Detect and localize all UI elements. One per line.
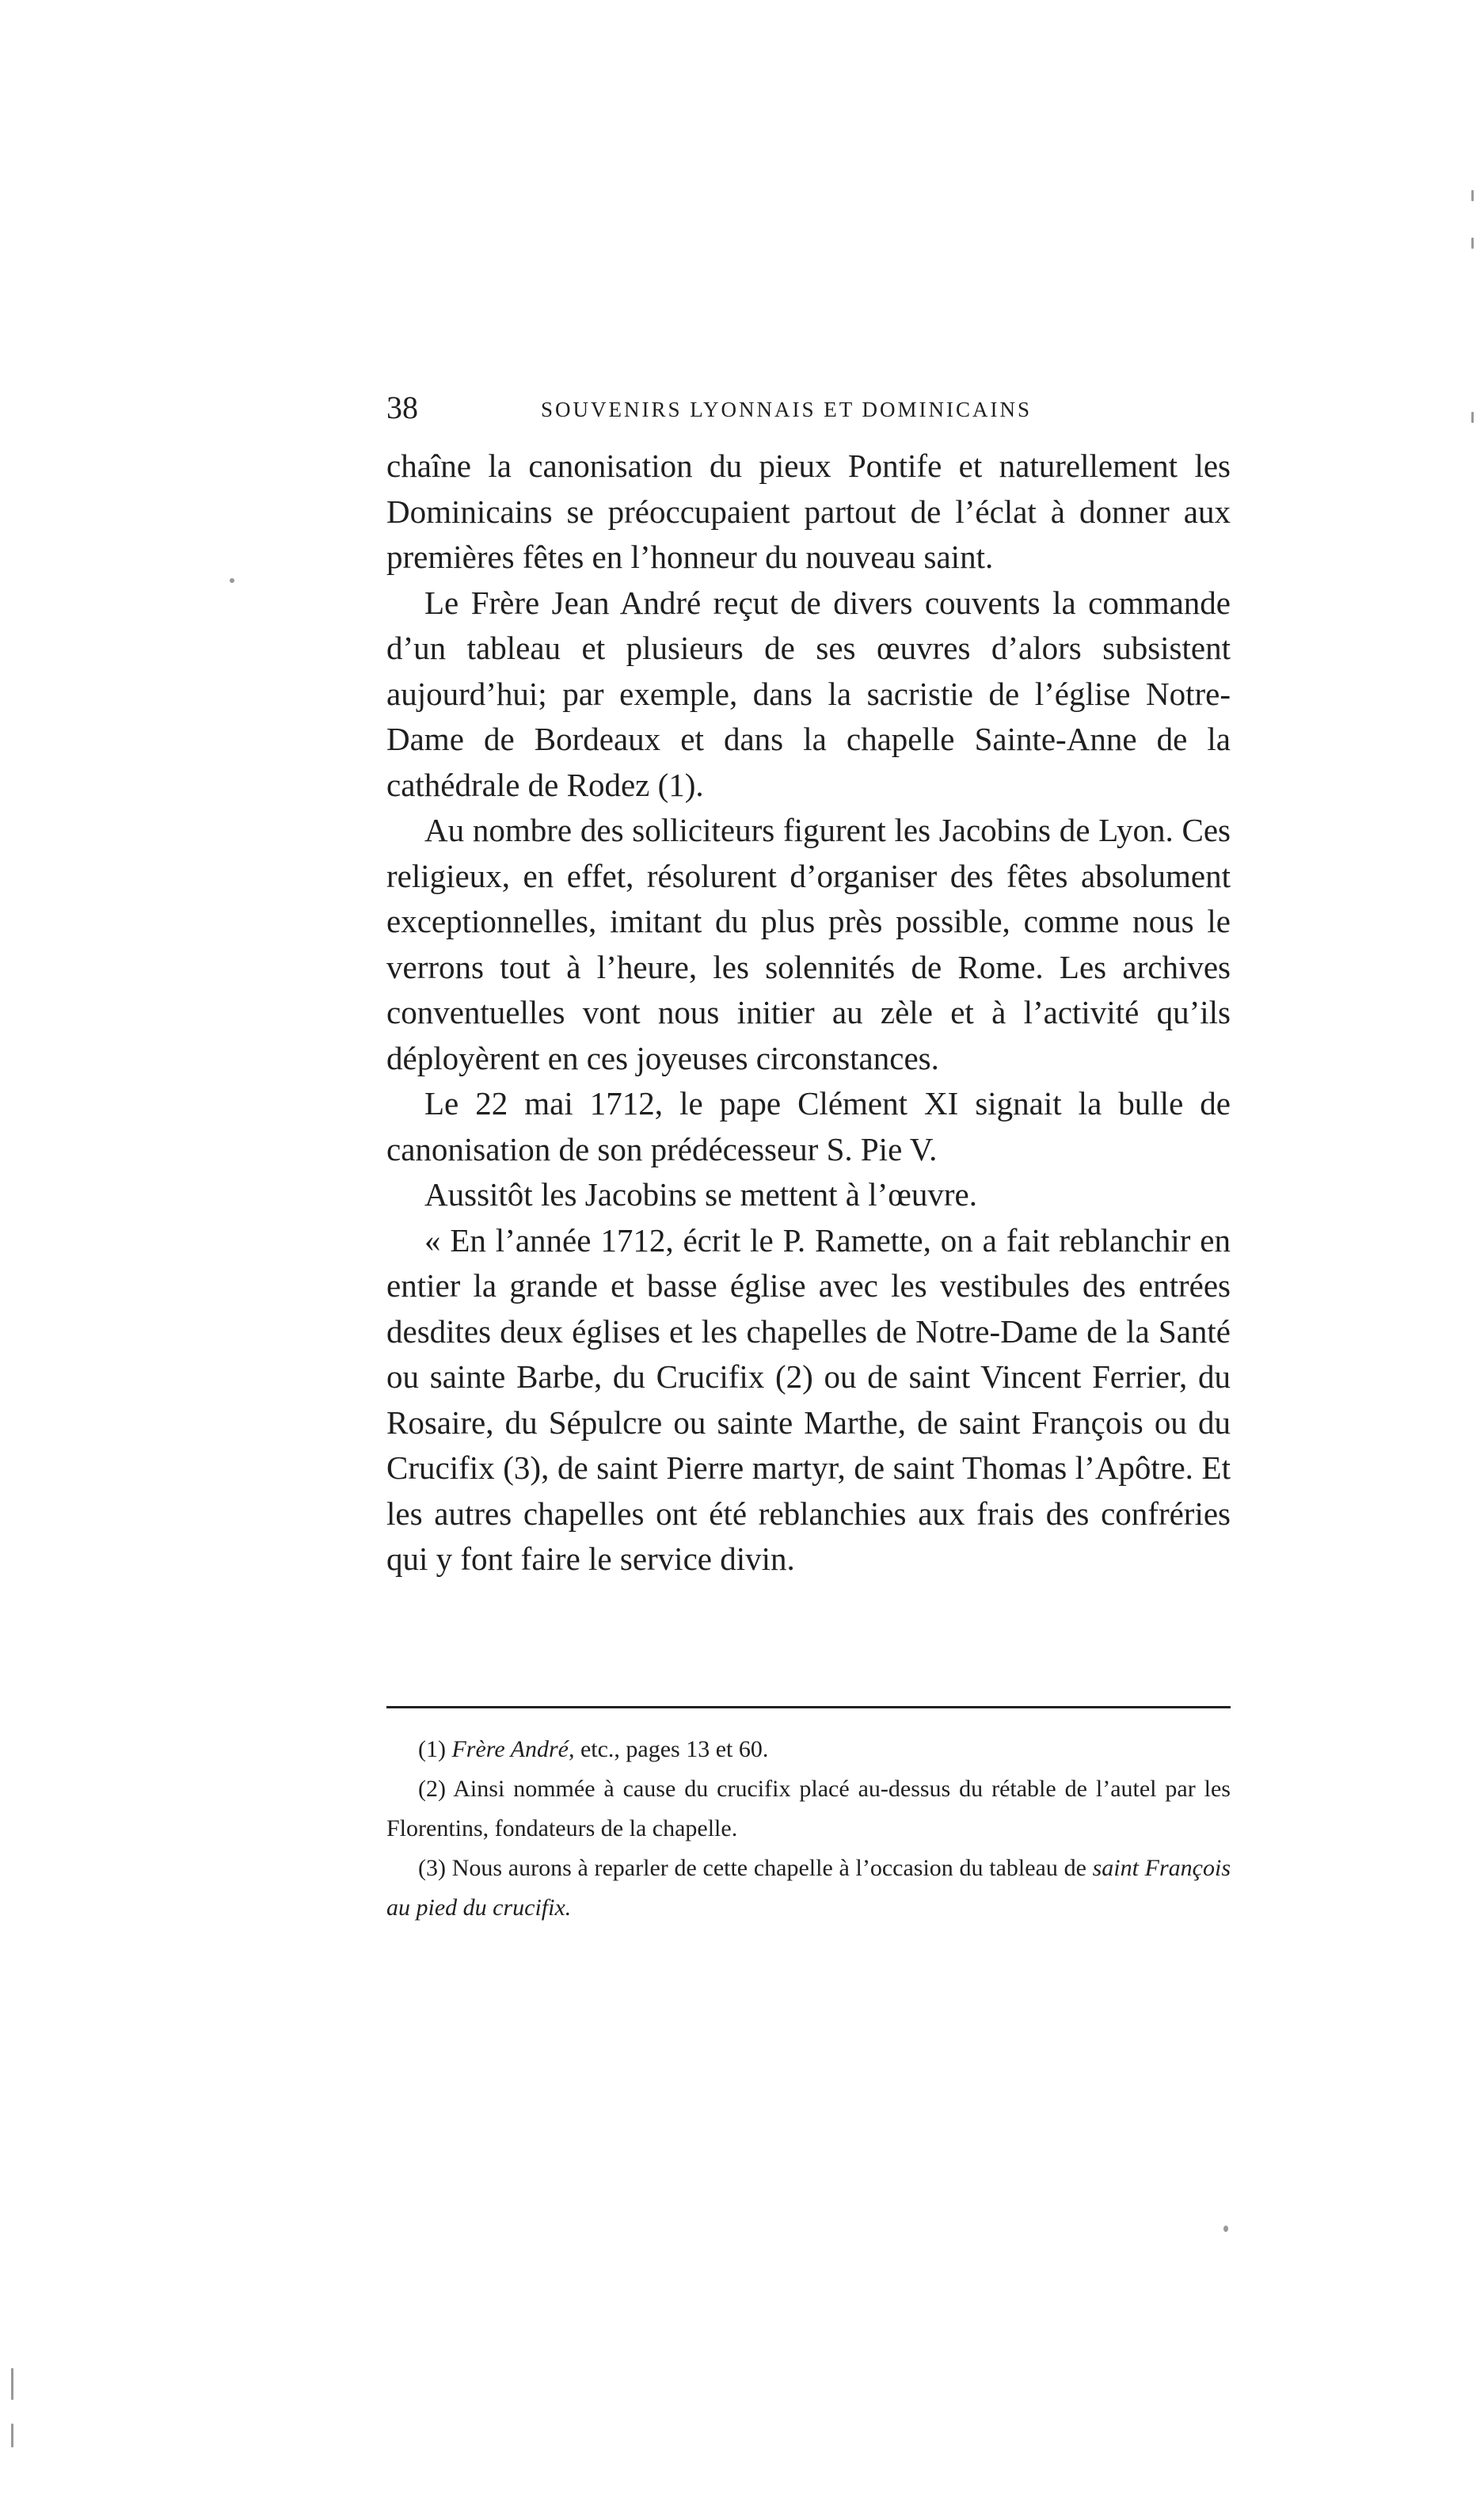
footnote-2-text: Ainsi nommée à cause du crucifix placé au-dessus du rétable de l’autel par les Florentins, fondateurs de la chapelle. <box>386 1776 1231 1841</box>
page-header <box>386 388 1234 428</box>
paragraph-1: chaîne la canonisation du pieux Pontife et naturellement les Dominicains se préoccupaient partout de l’éclat à donner aux premières fêtes en l’honneur du nouveau saint. <box>386 447 1231 575</box>
footnote-3 <box>386 1849 1231 1928</box>
running-title: SOUVENIRS LYONNAIS ET DOMINICAINS <box>541 398 1033 421</box>
scan-speck <box>1223 2226 1228 2232</box>
paragraph-3: Au nombre des solliciteurs figurent les Jacobins de Lyon. Ces religieux, en effet, résolurent d’organiser des fêtes absolument exceptionnelles, imitant du plus près possible, comme nous le verrons tout à l’heure, les solennités de Rome. Les archives conventuelles vont nous initier au zèle et à l’activité qu’ils déployèrent en ces joyeuses circonstances. <box>386 812 1231 1076</box>
page-number: 38 <box>386 390 418 425</box>
footnotes <box>386 1730 1231 1928</box>
footnote-3-italic: saint François au pied du crucifix. <box>386 1855 1231 1921</box>
paragraph-4: Le 22 mai 1712, le pape Clément XI signait la bulle de canonisation de son prédécesseur S. Pie V. <box>386 1085 1231 1167</box>
footnote-2 <box>386 1769 1231 1849</box>
footnote-1-text: etc., pages 13 et 60. <box>580 1736 769 1762</box>
footnote-1 <box>386 1730 1231 1769</box>
scan-speck <box>1471 238 1474 249</box>
paragraph-2: Le Frère Jean André reçut de divers couvents la commande d’un tableau et plusieurs de ses œuvres d’alors subsistent aujourd’hui; par exemple, dans la sacristie de l’église Notre-Dame de Bordeaux et dans la chapelle Sainte-Anne de la cathédrale de Rodez (1). <box>386 584 1231 803</box>
scan-speck <box>1471 190 1474 201</box>
scan-speck <box>230 578 234 583</box>
footnote-divider <box>386 1706 1231 1708</box>
scan-speck <box>11 2424 13 2447</box>
footnote-1-italic: Frère André, <box>451 1736 575 1762</box>
footnote-3-marker: (3) <box>418 1855 446 1881</box>
scan-speck <box>11 2368 13 2400</box>
body-text <box>386 444 1231 1582</box>
paragraph-6: « En l’année 1712, écrit le P. Ramette, on a fait reblanchir en entier la grande et basse église avec les vestibules des entrées desdites deux églises et les chapelles de Notre-Dame de la Santé ou sainte Barbe, du Crucifix (2) ou de saint Vincent Ferrier, du Rosaire, du Sépulcre ou sainte Marthe, de saint François ou du Crucifix (3), de saint Pierre martyr, de saint Thomas l’Apôtre. Et les autres chapelles ont été reblanchies aux frais des confréries qui y font faire le service divin. <box>386 1221 1231 1577</box>
footnote-3-text: Nous aurons à reparler de cette chapelle à l’occasion du tableau de <box>451 1855 1086 1881</box>
scan-speck <box>1471 412 1474 423</box>
footnote-2-marker: (2) <box>418 1776 446 1802</box>
paragraph-5: Aussitôt les Jacobins se mettent à l’œuvre. <box>424 1176 978 1213</box>
footnote-1-marker: (1) <box>418 1736 446 1762</box>
